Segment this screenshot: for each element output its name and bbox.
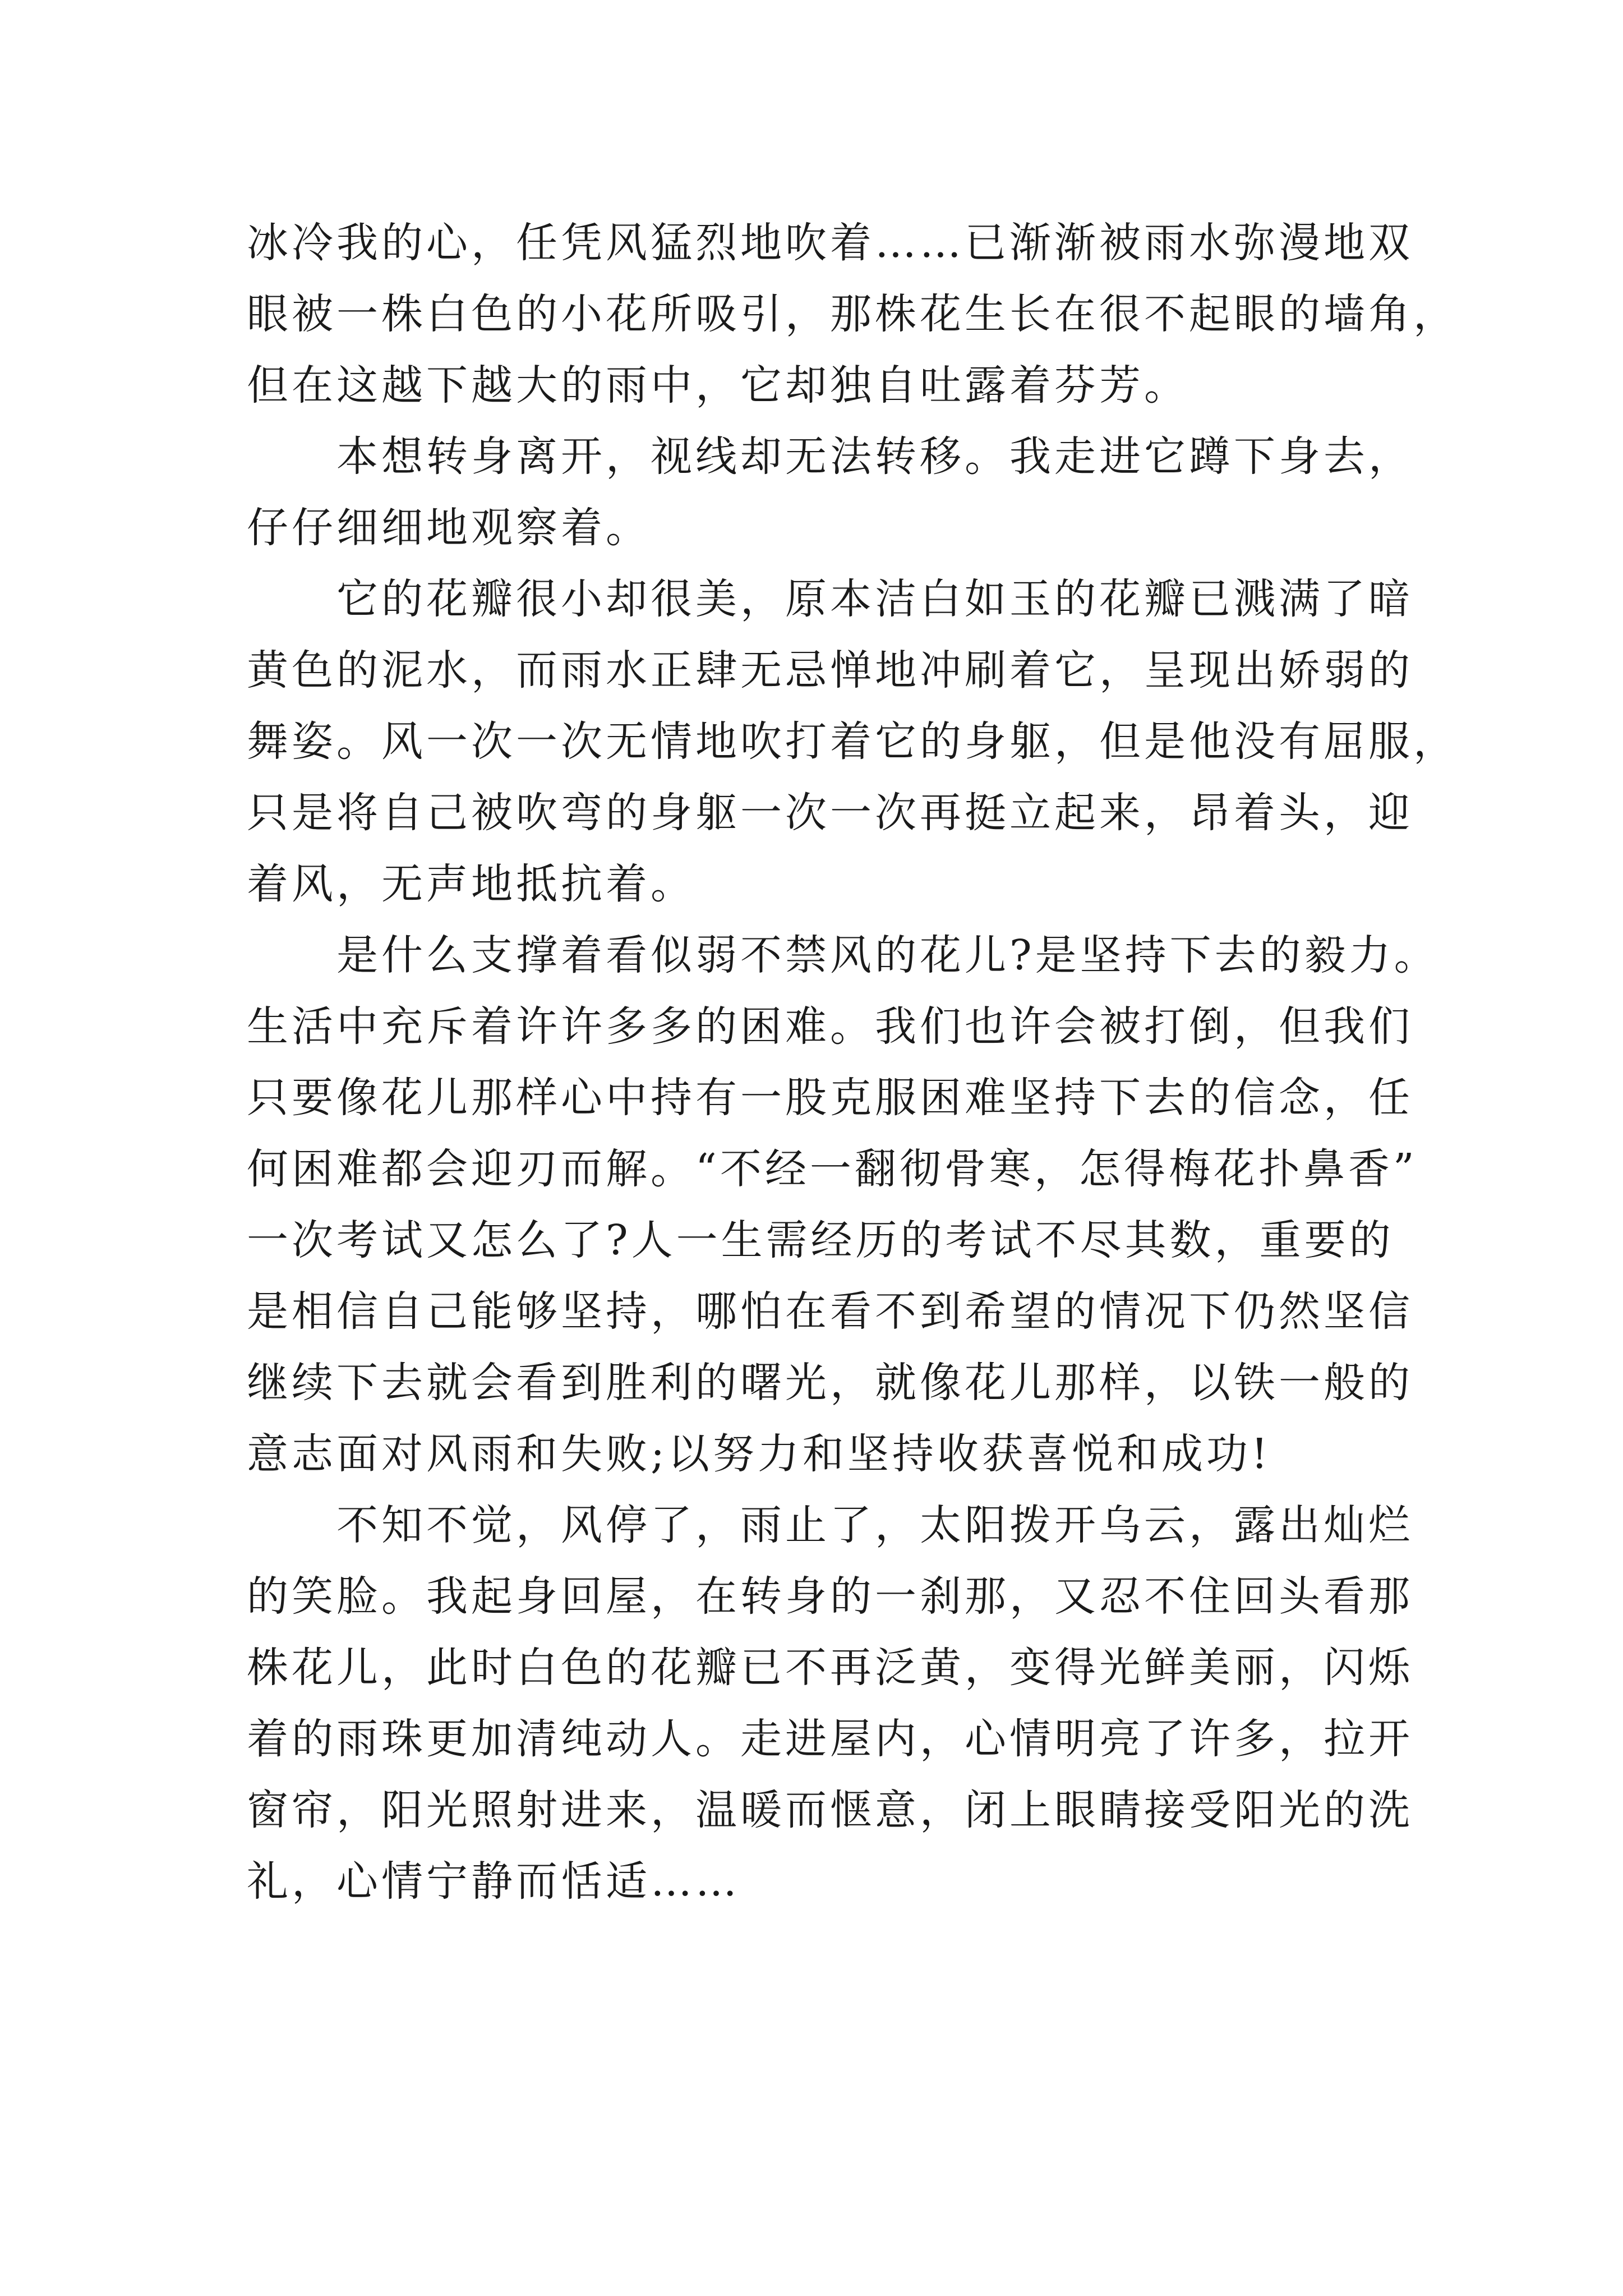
text-line: 株花儿，此时白色的花瓣已不再泛黄，变得光鲜美丽，闪烁 <box>247 1644 1413 1692</box>
text-line: 礼，心情宁静而恬适…… <box>247 1857 740 1906</box>
text-line: 意志面对风雨和失败;以努力和坚持收获喜悦和成功! <box>247 1430 1271 1478</box>
text-line: 窗帘，阳光照射进来，温暖而惬意，闭上眼睛接受阳光的洗 <box>247 1786 1413 1834</box>
text-line: 继续下去就会看到胜利的曙光，就像花儿那样，以铁一般的 <box>247 1359 1413 1407</box>
text-line: 仔仔细细地观察着。 <box>247 504 651 552</box>
text-line: 何困难都会迎刃而解。“不经一翻彻骨寒，怎得梅花扑鼻香” <box>247 1145 1418 1193</box>
essay-body <box>247 208 1458 1917</box>
text-line: 着风，无声地抵抗着。 <box>247 860 695 908</box>
text-line: 眼被一株白色的小花所吸引，那株花生长在很不起眼的墙角， <box>247 290 1458 338</box>
paragraph-start-line: 它的花瓣很小却很美，原本洁白如玉的花瓣已溅满了暗 <box>336 575 1413 623</box>
paragraph-start-line: 不知不觉，风停了，雨止了，太阳拨开乌云，露出灿烂 <box>336 1501 1413 1549</box>
paragraph-start-line: 本想转身离开，视线却无法转移。我走进它蹲下身去， <box>336 432 1413 481</box>
text-line: 的笑脸。我起身回屋，在转身的一刹那，又忍不住回头看那 <box>247 1572 1413 1621</box>
text-line: 只是将自己被吹弯的身躯一次一次再挺立起来，昂着头，迎 <box>247 789 1413 837</box>
text-line: 但在这越下越大的雨中，它却独自吐露着芬芳。 <box>247 361 1189 409</box>
text-line: 冰冷我的心，任凭风猛烈地吹着……已渐渐被雨水弥漫地双 <box>247 219 1413 267</box>
text-line: 只要像花儿那样心中持有一股克服困难坚持下去的信念，任 <box>247 1074 1413 1122</box>
text-line: 一次考试又怎么了?人一生需经历的考试不尽其数，重要的 <box>247 1216 1394 1264</box>
text-line: 是相信自己能够坚持，哪怕在看不到希望的情况下仍然坚信 <box>247 1287 1413 1336</box>
text-line: 舞姿。风一次一次无情地吹打着它的身躯，但是他没有屈服， <box>247 717 1458 766</box>
text-line: 着的雨珠更加清纯动人。走进屋内，心情明亮了许多，拉开 <box>247 1715 1413 1763</box>
text-line: 黄色的泥水，而雨水正肆无忌惮地冲刷着它，呈现出娇弱的 <box>247 646 1413 694</box>
text-line: 生活中充斥着许许多多的困难。我们也许会被打倒，但我们 <box>247 1002 1413 1051</box>
paragraph-start-line: 是什么支撑着看似弱不禁风的花儿?是坚持下去的毅力。 <box>336 931 1439 979</box>
